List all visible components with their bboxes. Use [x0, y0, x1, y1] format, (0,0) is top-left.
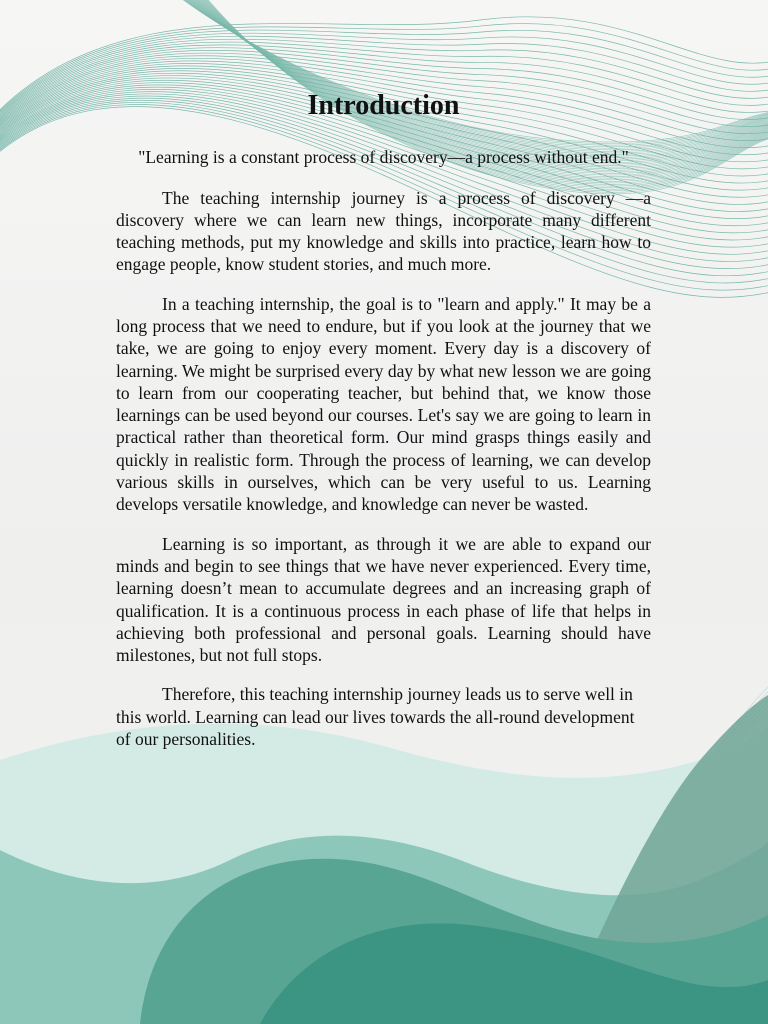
document-body [116, 86, 651, 767]
body-paragraph-3: Learning is so important, as through it we are able to expand our minds and begin to see things that we have never experienced. Every time, learning doesn’t mean to accumulate degrees and an increasing graph of qualification. It is a continuous process in each phase of life that helps in achieving both professional and personal goals. Learning should have milestones, but not full stops. [116, 533, 651, 666]
body-paragraph-2: In a teaching internship, the goal is to "learn and apply." It may be a long process that we need to endure, but if you look at the journey that we take, we are going to enjoy every moment. Every day is a discovery of learning. We might be surprised every day by what new lesson we are going to learn from our cooperating teacher, but behind that, we know those learnings can be used beyond our courses. Let's say we are going to learn in practical rather than theoretical form. Our mind grasps things easily and quickly in realistic form. Through the process of learning, we can develop various skills in ourselves, which can be very useful to us. Learning develops versatile knowledge, and knowledge can never be wasted. [116, 293, 651, 515]
page-title: Introduction [307, 90, 460, 121]
opening-quote: "Learning is a constant process of discovery—a process without end." [138, 147, 629, 167]
body-paragraph-4: Therefore, this teaching internship journey leads us to serve well in this world. Learning can lead our lives towards the all-round development of our personalities. [116, 684, 635, 750]
body-paragraph-1: The teaching internship journey is a process of discovery —a discovery where we can learn new things, incorporate many different teaching methods, put my knowledge and skills into practice, learn how to engage people, know student stories, and much more. [116, 187, 651, 275]
